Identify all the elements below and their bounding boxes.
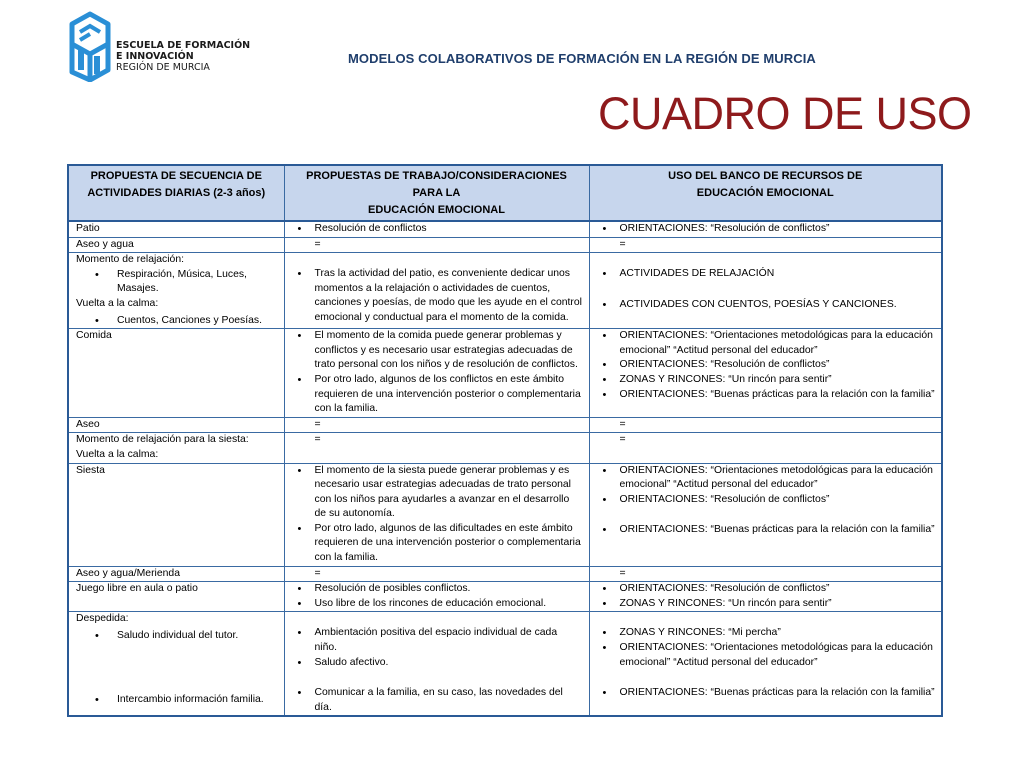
proposals-cell <box>284 433 589 463</box>
same-as-above: = <box>314 238 321 250</box>
activity-cell: Aseo y agua/Merienda <box>68 566 284 582</box>
header-line: PROPUESTAS DE TRABAJO/CONSIDERACIONES PARA LA <box>306 170 567 199</box>
header-line: EDUCACIÓN EMOCIONAL <box>368 204 505 216</box>
list-item: • Tras la actividad del patio, es conveniente dedicar unos momentos a la relajación o actividades de cuentos, canciones y poesías, de modo que les ayude en el control emocional y conductual para el momento de la comida. <box>292 267 583 325</box>
usage-table-wrapper <box>67 164 941 717</box>
table-row <box>68 329 942 418</box>
same-as-above: = <box>619 238 626 250</box>
proposals-cell <box>284 221 589 237</box>
list-item: • ORIENTACIONES: “Resolución de conflictos” <box>597 222 936 237</box>
list-item: • ORIENTACIONES: “Buenas prácticas para la relación con la familia” <box>597 686 936 701</box>
list-item: • ACTIVIDADES CON CUENTOS, POESÍAS Y CANCIONES. <box>597 298 936 313</box>
activity-cell: Aseo y agua <box>68 237 284 253</box>
list-item: • ZONAS Y RINCONES: “Un rincón para sentir” <box>597 373 936 388</box>
list-item: • ORIENTACIONES: “Orientaciones metodológicas para la educación emocional” “Actitud personal del educador” <box>597 641 936 670</box>
resources-cell <box>589 221 942 237</box>
org-line-2: E INNOVACIÓN <box>116 51 194 62</box>
table-row <box>68 566 942 582</box>
table-row <box>68 463 942 566</box>
header-line: USO DEL BANCO DE RECURSOS DE <box>668 170 863 182</box>
list-item: • Resolución de posibles conflictos. <box>292 582 583 597</box>
list-item: • ORIENTACIONES: “Resolución de conflictos” <box>597 358 936 373</box>
activity-label: Momento de relajación para la siesta: <box>76 434 249 446</box>
list-item: • Saludo afectivo. <box>292 656 583 671</box>
activity-cell: Patio <box>68 221 284 237</box>
list-item: • ORIENTACIONES: “Resolución de conflictos” <box>597 493 936 508</box>
list-item: • ORIENTACIONES: “Orientaciones metodológicas para la educación emocional” “Actitud personal del educador” <box>597 464 936 493</box>
activity-label: Vuelta a la calma: <box>76 448 159 460</box>
proposals-cell <box>284 566 589 582</box>
list-item: • Por otro lado, algunos de los conflictos en este ámbito requieren de una intervención posterior o complementaria con la familia. <box>292 373 583 417</box>
org-line-1: ESCUELA DE FORMACIÓN <box>116 40 251 51</box>
activity-cell: Siesta <box>68 463 284 566</box>
activity-cell <box>68 433 284 463</box>
resources-cell <box>589 433 942 463</box>
activity-cell: Comida <box>68 329 284 418</box>
activity-label: Despedida: <box>76 613 129 625</box>
resources-cell <box>589 582 942 612</box>
same-as-above: = <box>619 418 626 430</box>
list-item: • Comunicar a la familia, en su caso, las novedades del día. <box>292 686 583 715</box>
list-item: • ORIENTACIONES: “Buenas prácticas para la relación con la familia” <box>597 523 936 538</box>
same-as-above: = <box>314 567 321 579</box>
activity-cell: Aseo <box>68 417 284 433</box>
resources-cell <box>589 417 942 433</box>
list-item: • El momento de la siesta puede generar problemas y es necesario usar estrategias adecuadas de trato personal con los niños para ayudarles a avanzar en el desarrollo de su autonomía. <box>292 464 583 522</box>
list-item: • El momento de la comida puede generar problemas y conflictos y es necesario usar estrategias adecuadas de trato personal con los niños y de resolución de conflictos. <box>292 329 583 373</box>
list-item: • Intercambio información familia. <box>76 693 278 708</box>
header-activities <box>68 165 284 221</box>
same-as-above: = <box>619 567 626 579</box>
page-title: CUADRO DE USO <box>598 88 972 139</box>
header-line: ACTIVIDADES DIARIAS (2-3 años) <box>87 187 266 199</box>
proposals-cell <box>284 463 589 566</box>
org-name <box>116 40 250 73</box>
proposals-cell <box>284 237 589 253</box>
list-item: • ACTIVIDADES DE RELAJACIÓN <box>597 267 936 282</box>
resources-cell <box>589 463 942 566</box>
list-item: • Por otro lado, algunos de las dificultades en este ámbito requieren de una intervención posterior o complementaria con la familia. <box>292 522 583 566</box>
table-row <box>68 612 942 716</box>
activity-label: Vuelta a la calma: <box>76 297 159 309</box>
list-item: • Ambientación positiva del espacio individual de cada niño. <box>292 626 583 655</box>
list-item: • ORIENTACIONES: “Orientaciones metodológicas para la educación emocional” “Actitud personal del educador” <box>597 329 936 358</box>
same-as-above: = <box>314 418 321 430</box>
table-row <box>68 417 942 433</box>
activity-cell: Juego libre en aula o patio <box>68 582 284 612</box>
efi-logo <box>68 10 112 82</box>
table-header-row <box>68 165 942 221</box>
table-row <box>68 582 942 612</box>
resources-cell <box>589 566 942 582</box>
proposals-cell <box>284 612 589 716</box>
resources-cell <box>589 237 942 253</box>
proposals-cell <box>284 253 589 329</box>
list-item: • Uso libre de los rincones de educación emocional. <box>292 597 583 612</box>
list-item: • Respiración, Música, Luces, Masajes. <box>76 268 257 297</box>
header-line: EDUCACIÓN EMOCIONAL <box>696 187 834 199</box>
table-row <box>68 253 942 329</box>
resources-cell <box>589 612 942 716</box>
list-item: • ORIENTACIONES: “Buenas prácticas para la relación con la familia” <box>597 388 936 403</box>
proposals-cell <box>284 329 589 418</box>
table-row <box>68 237 942 253</box>
list-item: • ORIENTACIONES: “Resolución de conflictos” <box>597 582 936 597</box>
activity-label: Momento de relajación: <box>76 254 185 266</box>
header-resources <box>589 165 942 221</box>
page-subtitle: MODELOS COLABORATIVOS DE FORMACIÓN EN LA REGIÓN DE MURCIA <box>348 51 816 66</box>
table-row <box>68 221 942 237</box>
same-as-above: = <box>619 434 626 446</box>
list-item: • Cuentos, Canciones y Poesías. <box>76 314 278 329</box>
list-item: • Resolución de conflictos <box>292 222 583 237</box>
resources-cell <box>589 253 942 329</box>
usage-table <box>67 164 943 717</box>
resources-cell <box>589 329 942 418</box>
proposals-cell <box>284 417 589 433</box>
activity-cell <box>68 612 284 716</box>
list-item: • Saludo individual del tutor. <box>76 629 278 644</box>
header-line: PROPUESTA DE SECUENCIA DE <box>90 170 262 182</box>
list-item: • ZONAS Y RINCONES: “Un rincón para sentir” <box>597 597 936 612</box>
same-as-above: = <box>314 434 321 446</box>
header-proposals <box>284 165 589 221</box>
proposals-cell <box>284 582 589 612</box>
table-row <box>68 433 942 463</box>
org-line-3: REGIÓN DE MURCIA <box>116 62 210 73</box>
activity-cell <box>68 253 284 329</box>
list-item: • ZONAS Y RINCONES: “Mi percha” <box>597 626 936 641</box>
